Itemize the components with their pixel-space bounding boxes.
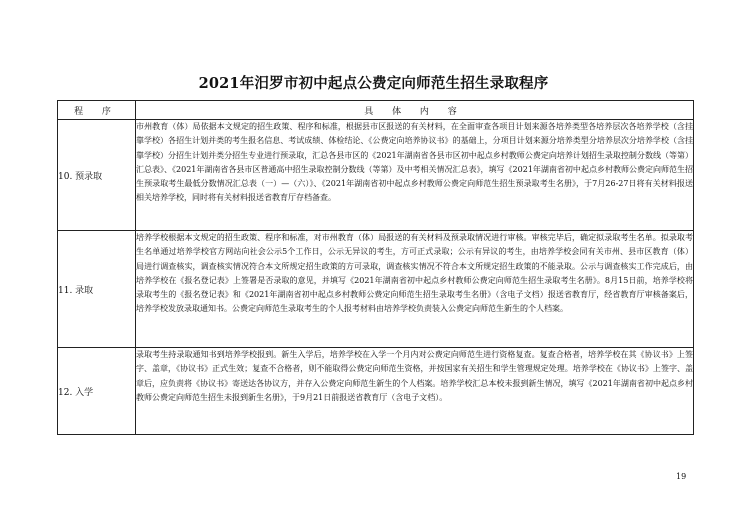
header-procedure: 程 序 [58,101,136,120]
content-cell: 市州教育（体）局依据本文规定的招生政策、程序和标准，根据县市区报送的有关材料，在全面审查各项目计划来源各培养类型各培养层次各培养学校（含挂靠学校）各招生计划并类的考生报名信息、考试成绩、体检结论、《公费定向培养协议书》的基础上，分项目计划来源分培养类型分培养层次分培养学校（含挂靠学校）分招生计划并类分招生专业进行预录取，汇总各县市区的《2021年湖南省各县市区初中起点乡村教师公费定向培养计划招生录取控制分数线（等第）汇总表》、《2021年湖南省各县市区普通高中招生录取控制分数线（等第）及中考相关情况汇总表》，填写《2021年湖南省初中起点乡村教师公费定向师范生招生预录取考生最低分数情况汇总表（一）—（六）》、《2021年湖南省初中起点乡村教师公费定向师范生招生预录取考生名册》，于7月26-27日将有关材料报送相关培养学校，同时将有关材料报送省教育厅存档备查。 [136,120,694,231]
procedure-cell: 12. 入学 [58,348,136,435]
document-title: 2021年汨罗市初中起点公费定向师范生招生录取程序 [198,75,549,92]
header-content: 具 体 内 容 [136,101,694,120]
table-row [58,348,694,435]
table-row [58,231,694,348]
page-number: 19 [676,472,687,481]
table-header-row [58,101,694,120]
content-cell: 录取考生持录取通知书到培养学校报到。新生入学后，培养学校在入学一个月内对公费定向师范生进行资格复查。复查合格者，培养学校在其《协议书》上签字、盖章，《协议书》正式生效；复查不合格者，则不能取得公费定向师范生资格，并按国家有关招生和学生管理规定处理。培养学校在《协议书》上签字、盖章后，应负责将《协议书》寄送达各协议方，并存入公费定向师范生新生的个人档案。培养学校汇总本校未报到新生情况，填写《2021年湖南省初中起点乡村教师公费定向师范生招生未报到新生名册》，于9月21日前报送省教育厅（含电子文档）。 [136,348,694,435]
procedure-cell: 11. 录取 [58,231,136,348]
content-cell: 培养学校根据本文规定的招生政策、程序和标准，对市州教育（体）局报送的有关材料及预录取情况进行审核。审核完毕后，确定拟录取考生名单。拟录取考生名单通过培养学校官方网站向社会公示5个工作日，公示无异议的考生，方可正式录取；公示有异议的考生，由培养学校会同有关市州、县市区教育（体）局进行调查核实，调查核实情况符合本文所规定招生政策的方可录取，调查核实情况不符合本文所规定招生政策的不能录取。公示与调查核实工作完成后，由培养学校在《报名登记表》上签署是否录取的意见，并填写《2021年湖南省初中起点乡村教师公费定向师范生招生录取考生名册》。8月15日前，培养学校将录取考生的《报名登记表》和《2021年湖南省初中起点乡村教师公费定向师范生招生录取考生名册》（含电子文档）报送省教育厅，经省教育厅审核备案后，培养学校发放录取通知书。公费定向师范生录取考生的个人报考材料由培养学校负责装入公费定向师范生新生的个人档案。 [136,231,694,348]
procedure-cell: 10. 预录取 [58,120,136,231]
procedure-table [57,100,694,435]
table-row [58,120,694,231]
